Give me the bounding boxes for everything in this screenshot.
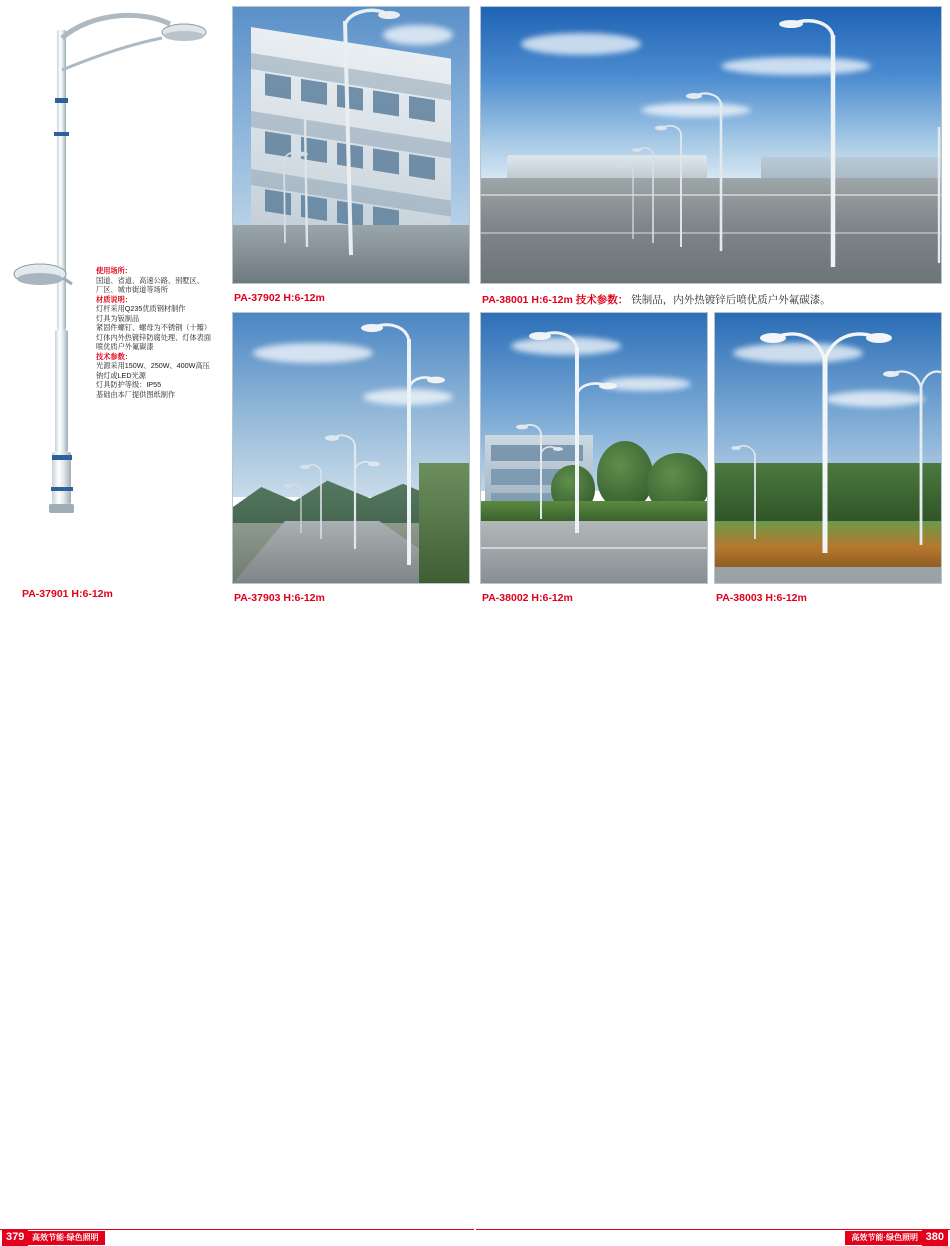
luminaire-detail [8, 258, 78, 298]
product-illustration-pa-37901 [0, 0, 228, 612]
spec-usage-line-1: 厂区、城市街道等场所 [96, 285, 168, 294]
footer-text-right: 高效节能·绿色照明 [845, 1231, 924, 1245]
caption-code: PA-38001 H:6-12m [482, 294, 573, 306]
spec-material-line-1: 灯具为钣制品 [96, 313, 140, 323]
tech-label: 技术参数： [575, 294, 629, 306]
spec-tech-line-0: 光源采用150W、250W、400W高压 [96, 361, 210, 370]
product-photo-pa-37903 [232, 312, 470, 584]
street-lamps [481, 7, 942, 284]
spec-material-line-4: 喷优质户外氟碳漆 [96, 342, 154, 351]
spec-material-line-2: 紧固件螺钉、螺母为不锈钢（十瓣） [96, 323, 212, 332]
pole-shaft-lower [55, 330, 68, 452]
spec-tech-line-2: 灯具防护等级：IP55 [96, 380, 162, 389]
page-gutter [474, 0, 475, 612]
caption-pa-37902: PA-37902 H:6-12m [234, 292, 325, 304]
pole-band-base [51, 487, 73, 491]
spec-material-heading: 材质说明： [96, 294, 132, 304]
page-footer [0, 612, 950, 1243]
spec-usage-line-0: 国道、省道、高速公路、别墅区、 [96, 275, 204, 285]
footer-rule-right [476, 1229, 950, 1230]
street-lamps [233, 313, 470, 584]
spec-usage-heading: 使用场所： [96, 266, 132, 275]
product-photo-pa-38003 [714, 312, 942, 584]
caption-pa-37901: PA-37901 H:6-12m [22, 588, 113, 600]
caption-pa-38003: PA-38003 H:6-12m [716, 592, 807, 604]
spec-material-line-3: 灯体内外热镀锌防腐处理、灯体表面 [96, 332, 212, 342]
street-lamps [715, 313, 942, 584]
footer-text-left: 高效节能·绿色照明 [26, 1231, 105, 1245]
spec-tech-heading: 技术参数： [96, 351, 132, 361]
spec-tech-line-3: 基础由本厂提供图纸制作 [96, 389, 176, 399]
caption-pa-37903: PA-37903 H:6-12m [234, 592, 325, 604]
street-lamps [233, 7, 470, 284]
footer-rule-left [0, 1229, 474, 1230]
caption-pa-38002: PA-38002 H:6-12m [482, 592, 573, 604]
page-number-right: 380 [922, 1230, 948, 1246]
pole-base-plate [49, 504, 74, 513]
page-number-left: 379 [2, 1230, 28, 1246]
product-photo-pa-38001 [480, 6, 942, 284]
product-photo-pa-37902 [232, 6, 470, 284]
pole-band-lower [52, 455, 72, 460]
caption-pa-38001 [482, 292, 831, 307]
pole-band-mid [54, 132, 69, 136]
pole-arm-top [52, 10, 252, 100]
spec-tech-line-1: 钠灯或LED光源 [96, 370, 146, 380]
specification-text [96, 266, 222, 399]
street-lamps [481, 313, 708, 584]
spec-material-line-0: 灯杆采用Q235优质钢材制作 [96, 304, 186, 313]
tech-text: 铁制品，内外热镀锌后喷优质户外氟碳漆。 [631, 294, 831, 306]
product-photo-pa-38002 [480, 312, 708, 584]
